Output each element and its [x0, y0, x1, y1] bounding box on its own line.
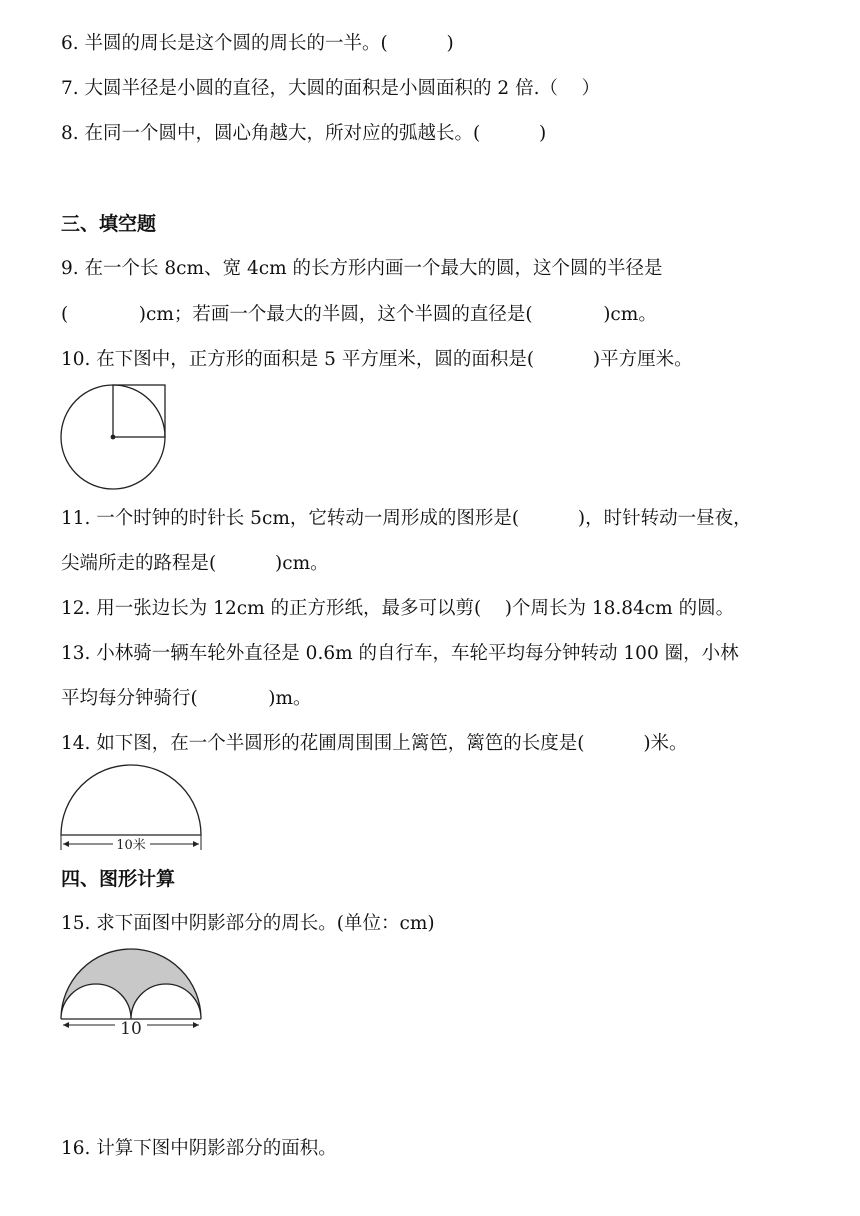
question-9-line-2: ( )cm；若画一个最大的半圆，这个半圆的直径是( )cm。 [61, 304, 657, 325]
semicircle-garden-figure [55, 760, 210, 855]
shaded-arcs-figure [55, 945, 210, 1040]
question-14: 14. 如下图，在一个半圆形的花圃周围围上篱笆，篱笆的长度是( )米。 [61, 733, 688, 754]
circle-square-figure [55, 382, 175, 497]
question-10: 10. 在下图中，正方形的面积是 5 平方厘米，圆的面积是( )平方厘米。 [61, 349, 693, 370]
question-6: 6. 半圆的周长是这个圆的周长的一半。( ) [61, 33, 454, 54]
section-heading-figure-calc: 四、图形计算 [61, 868, 176, 890]
question-15: 15. 求下面图中阴影部分的周长。(单位：cm) [61, 913, 435, 934]
section-heading-fill-blank: 三、填空题 [61, 213, 157, 235]
question-7: 7. 大圆半径是小圆的直径，大圆的面积是小圆面积的 2 倍.（ ） [61, 78, 600, 99]
question-16: 16. 计算下图中阴影部分的面积。 [61, 1138, 337, 1159]
question-11-line-2: 尖端所走的路程是( )cm。 [61, 553, 329, 574]
question-12: 12. 用一张边长为 12cm 的正方形纸，最多可以剪( )个周长为 18.84cm 的圆。 [61, 598, 735, 619]
question-13-line-2: 平均每分钟骑行( )m。 [61, 688, 312, 709]
question-8: 8. 在同一个圆中，圆心角越大，所对应的弧越长。( ) [61, 123, 547, 144]
shaded-figure-diameter-label: 10 [120, 1019, 142, 1039]
question-13-line-1: 13. 小林骑一辆车轮外直径是 0.6m 的自行车，车轮平均每分钟转动 100 圈，小林 [61, 643, 739, 664]
question-9-line-1: 9. 在一个长 8cm、宽 4cm 的长方形内画一个最大的圆，这个圆的半径是 [61, 258, 663, 279]
question-11-line-1: 11. 一个时钟的时针长 5cm，它转动一周形成的图形是( )，时针转动一昼夜， [61, 508, 752, 529]
semicircle-diameter-label: 10米 [116, 838, 146, 853]
